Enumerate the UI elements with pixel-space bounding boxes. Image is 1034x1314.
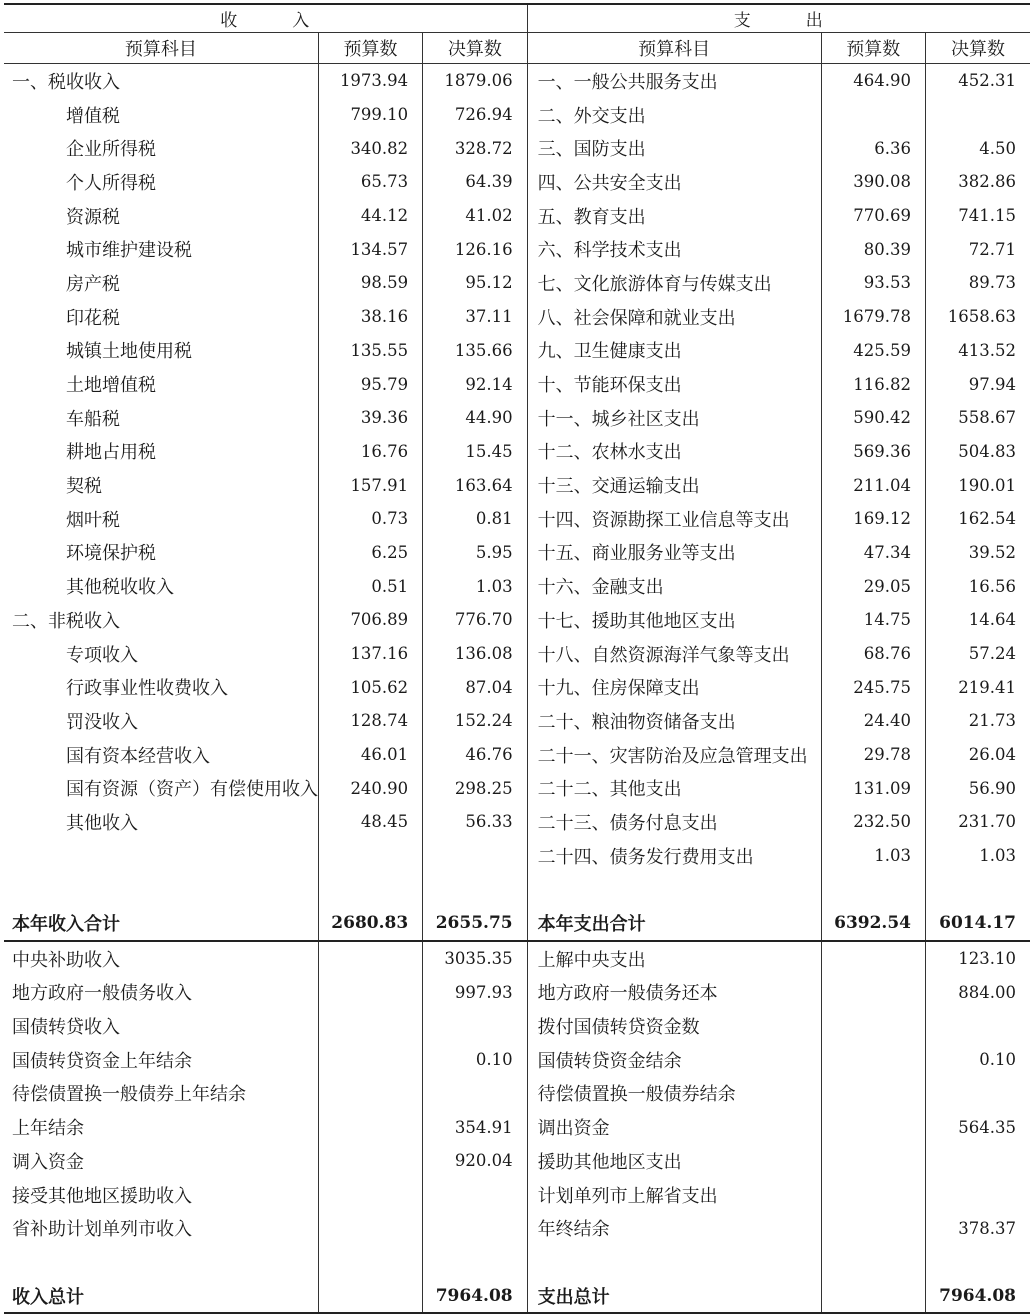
expense-subject-cell: 一、一般公共服务支出 bbox=[527, 64, 821, 98]
income-subject-cell: 烟叶税 bbox=[66, 509, 120, 531]
expense-subject-cell: 二、外交支出 bbox=[527, 98, 821, 132]
table-row bbox=[4, 670, 1030, 704]
expense-final-cell bbox=[926, 1009, 1031, 1043]
expense-item-cell: 地方政府一般债务还本 bbox=[527, 976, 821, 1010]
expense-budget-cell: 590.42 bbox=[821, 401, 925, 435]
income-final-cell: 0.10 bbox=[423, 1043, 527, 1077]
income-subject-cell: 一、税收收入 bbox=[12, 71, 120, 93]
table-row bbox=[4, 131, 1030, 165]
income-budget-cell: 128.74 bbox=[318, 704, 422, 738]
income-year-total-budget: 2680.83 bbox=[318, 906, 422, 941]
expense-budget-cell: 425.59 bbox=[821, 334, 925, 368]
table-row bbox=[4, 1043, 1030, 1077]
expense-final-cell: 57.24 bbox=[926, 637, 1031, 671]
income-subject-cell: 企业所得税 bbox=[66, 139, 156, 161]
table-row bbox=[4, 1009, 1030, 1043]
expense-budget-cell bbox=[821, 1077, 925, 1111]
spacer-row bbox=[4, 873, 1030, 907]
spacer-row bbox=[4, 1245, 1030, 1279]
expense-item-cell: 国债转贷资金结余 bbox=[527, 1043, 821, 1077]
income-item-cell: 国债转贷收入 bbox=[12, 1017, 120, 1039]
income-final-cell bbox=[423, 1009, 527, 1043]
expense-grand-total-label: 支出总计 bbox=[527, 1279, 821, 1314]
income-subject-cell: 其他税收收入 bbox=[66, 577, 174, 599]
income-final-cell: 41.02 bbox=[423, 199, 527, 233]
expense-subject-cell: 二十一、灾害防治及应急管理支出 bbox=[527, 738, 821, 772]
expense-budget-cell: 1.03 bbox=[821, 839, 925, 873]
expense-item-cell: 计划单列市上解省支出 bbox=[527, 1178, 821, 1212]
year-total-section bbox=[4, 873, 1030, 941]
income-budget-cell bbox=[318, 1144, 422, 1178]
income-subject-cell: 土地增值税 bbox=[66, 375, 156, 397]
expense-item-cell: 年终结余 bbox=[527, 1211, 821, 1245]
expense-final-cell: 16.56 bbox=[926, 569, 1031, 603]
income-final-cell bbox=[423, 1178, 527, 1212]
income-budget-cell bbox=[318, 1009, 422, 1043]
table-row bbox=[4, 266, 1030, 300]
table-row bbox=[4, 165, 1030, 199]
expense-budget-cell bbox=[821, 976, 925, 1010]
income-section-title: 收 入 bbox=[4, 4, 527, 33]
table-row bbox=[4, 976, 1030, 1010]
table-row bbox=[4, 839, 1030, 873]
income-budget-cell: 44.12 bbox=[318, 199, 422, 233]
income-budget-cell: 135.55 bbox=[318, 334, 422, 368]
income-budget-cell: 0.51 bbox=[318, 569, 422, 603]
expense-final-cell: 504.83 bbox=[926, 435, 1031, 469]
income-subject-cell: 耕地占用税 bbox=[66, 442, 156, 464]
income-budget-cell: 16.76 bbox=[318, 435, 422, 469]
income-final-cell: 5.95 bbox=[423, 536, 527, 570]
expense-subject-cell: 十一、城乡社区支出 bbox=[527, 401, 821, 435]
expense-budget-cell: 80.39 bbox=[821, 232, 925, 266]
expense-final-header: 决算数 bbox=[926, 33, 1031, 64]
expense-subject-cell: 二十四、债务发行费用支出 bbox=[527, 839, 821, 873]
expense-final-cell: 162.54 bbox=[926, 502, 1031, 536]
expense-final-cell: 382.86 bbox=[926, 165, 1031, 199]
income-final-cell: 1879.06 bbox=[423, 64, 527, 98]
expense-final-cell: 413.52 bbox=[926, 334, 1031, 368]
expense-final-cell: 26.04 bbox=[926, 738, 1031, 772]
income-budget-cell bbox=[318, 1211, 422, 1245]
income-subject-cell: 契税 bbox=[66, 476, 102, 498]
income-budget-cell bbox=[318, 1110, 422, 1144]
income-budget-cell: 95.79 bbox=[318, 367, 422, 401]
income-subject-cell: 增值税 bbox=[66, 105, 120, 127]
income-final-cell: 15.45 bbox=[423, 435, 527, 469]
income-budget-cell: 157.91 bbox=[318, 468, 422, 502]
expense-year-total-final: 6014.17 bbox=[926, 906, 1031, 941]
income-final-cell: 920.04 bbox=[423, 1144, 527, 1178]
table-row bbox=[4, 367, 1030, 401]
expense-budget-header: 预算数 bbox=[821, 33, 925, 64]
expense-budget-cell: 464.90 bbox=[821, 64, 925, 98]
income-final-cell: 92.14 bbox=[423, 367, 527, 401]
expense-final-cell: 97.94 bbox=[926, 367, 1031, 401]
expense-final-cell: 39.52 bbox=[926, 536, 1031, 570]
income-subject-cell: 车船税 bbox=[66, 408, 120, 430]
main-rows bbox=[4, 64, 1030, 873]
income-subject-cell: 国有资本经营收入 bbox=[66, 745, 210, 767]
expense-subject-cell: 二十三、债务付息支出 bbox=[527, 805, 821, 839]
expense-subject-cell: 十八、自然资源海洋气象等支出 bbox=[527, 637, 821, 671]
expense-subject-cell: 十六、金融支出 bbox=[527, 569, 821, 603]
income-final-cell bbox=[423, 839, 527, 873]
expense-final-cell: 72.71 bbox=[926, 232, 1031, 266]
expense-budget-cell: 6.36 bbox=[821, 131, 925, 165]
income-year-total-label: 本年收入合计 bbox=[4, 906, 318, 941]
table-row bbox=[4, 1144, 1030, 1178]
expense-final-cell: 219.41 bbox=[926, 670, 1031, 704]
expense-subject-cell: 十四、资源勘探工业信息等支出 bbox=[527, 502, 821, 536]
income-final-cell: 298.25 bbox=[423, 771, 527, 805]
income-budget-cell: 799.10 bbox=[318, 98, 422, 132]
income-final-cell: 64.39 bbox=[423, 165, 527, 199]
table-row bbox=[4, 199, 1030, 233]
table-row bbox=[4, 300, 1030, 334]
expense-budget-cell: 211.04 bbox=[821, 468, 925, 502]
expense-subject-cell: 五、教育支出 bbox=[527, 199, 821, 233]
income-budget-cell: 706.89 bbox=[318, 603, 422, 637]
table-row bbox=[4, 536, 1030, 570]
income-subject-cell: 城市维护建设税 bbox=[66, 240, 192, 262]
table-row bbox=[4, 738, 1030, 772]
grand-total-section bbox=[4, 1245, 1030, 1313]
expense-final-cell: 4.50 bbox=[926, 131, 1031, 165]
expense-final-cell: 564.35 bbox=[926, 1110, 1031, 1144]
expense-final-cell bbox=[926, 1077, 1031, 1111]
table-row bbox=[4, 1178, 1030, 1212]
expense-section-title: 支 出 bbox=[527, 4, 1030, 33]
income-final-cell: 135.66 bbox=[423, 334, 527, 368]
income-budget-cell: 137.16 bbox=[318, 637, 422, 671]
income-final-cell: 95.12 bbox=[423, 266, 527, 300]
expense-budget-cell: 245.75 bbox=[821, 670, 925, 704]
table-row bbox=[4, 1077, 1030, 1111]
expense-budget-cell: 14.75 bbox=[821, 603, 925, 637]
table-row bbox=[4, 771, 1030, 805]
expense-budget-cell bbox=[821, 1144, 925, 1178]
expense-budget-cell: 68.76 bbox=[821, 637, 925, 671]
income-item-cell: 调入资金 bbox=[12, 1151, 84, 1173]
income-budget-cell: 6.25 bbox=[318, 536, 422, 570]
table-row bbox=[4, 1110, 1030, 1144]
table-row bbox=[4, 805, 1030, 839]
income-final-cell: 87.04 bbox=[423, 670, 527, 704]
income-budget-cell: 48.45 bbox=[318, 805, 422, 839]
income-subject-cell: 行政事业性收费收入 bbox=[66, 678, 228, 700]
expense-budget-cell: 116.82 bbox=[821, 367, 925, 401]
expense-final-cell: 89.73 bbox=[926, 266, 1031, 300]
income-item-cell: 中央补助收入 bbox=[12, 949, 120, 971]
income-item-cell: 上年结余 bbox=[12, 1118, 84, 1140]
expense-final-cell: 231.70 bbox=[926, 805, 1031, 839]
income-final-cell: 997.93 bbox=[423, 976, 527, 1010]
expense-budget-cell: 770.69 bbox=[821, 199, 925, 233]
section-header-row bbox=[4, 4, 1030, 33]
income-final-cell: 3035.35 bbox=[423, 941, 527, 976]
income-budget-cell bbox=[318, 1178, 422, 1212]
table-row bbox=[4, 502, 1030, 536]
expense-item-cell: 上解中央支出 bbox=[527, 941, 821, 976]
income-subject-cell: 其他收入 bbox=[66, 812, 138, 834]
expense-final-cell: 1658.63 bbox=[926, 300, 1031, 334]
expense-subject-cell: 四、公共安全支出 bbox=[527, 165, 821, 199]
income-budget-cell: 0.73 bbox=[318, 502, 422, 536]
income-budget-cell: 240.90 bbox=[318, 771, 422, 805]
income-budget-cell: 65.73 bbox=[318, 165, 422, 199]
income-final-cell bbox=[423, 1077, 527, 1111]
income-final-cell: 776.70 bbox=[423, 603, 527, 637]
income-subject-cell: 国有资源（资产）有偿使用收入 bbox=[66, 779, 318, 801]
expense-budget-cell: 1679.78 bbox=[821, 300, 925, 334]
expense-final-cell bbox=[926, 98, 1031, 132]
expense-subject-cell: 十九、住房保障支出 bbox=[527, 670, 821, 704]
income-budget-cell: 98.59 bbox=[318, 266, 422, 300]
expense-grand-total-final: 7964.08 bbox=[926, 1279, 1031, 1314]
income-budget-cell: 134.57 bbox=[318, 232, 422, 266]
expense-budget-cell: 24.40 bbox=[821, 704, 925, 738]
expense-budget-cell: 169.12 bbox=[821, 502, 925, 536]
income-subject-cell: 环境保护税 bbox=[66, 543, 156, 565]
expense-budget-cell: 569.36 bbox=[821, 435, 925, 469]
table-row bbox=[4, 232, 1030, 266]
income-final-cell bbox=[423, 1211, 527, 1245]
income-year-total-final: 2655.75 bbox=[423, 906, 527, 941]
income-budget-cell: 39.36 bbox=[318, 401, 422, 435]
year-total-row bbox=[4, 906, 1030, 941]
income-subject-header: 预算科目 bbox=[4, 33, 318, 64]
expense-budget-cell: 93.53 bbox=[821, 266, 925, 300]
income-final-cell: 37.11 bbox=[423, 300, 527, 334]
expense-subject-cell: 九、卫生健康支出 bbox=[527, 334, 821, 368]
expense-budget-cell bbox=[821, 1211, 925, 1245]
expense-subject-cell: 十、节能环保支出 bbox=[527, 367, 821, 401]
expense-subject-cell: 八、社会保障和就业支出 bbox=[527, 300, 821, 334]
income-item-cell: 地方政府一般债务收入 bbox=[12, 983, 192, 1005]
income-subject-cell: 资源税 bbox=[66, 206, 120, 228]
income-final-cell: 44.90 bbox=[423, 401, 527, 435]
income-budget-cell: 105.62 bbox=[318, 670, 422, 704]
expense-budget-cell: 232.50 bbox=[821, 805, 925, 839]
expense-item-cell: 拨付国债转贷资金数 bbox=[527, 1009, 821, 1043]
expense-budget-cell: 131.09 bbox=[821, 771, 925, 805]
expense-budget-cell: 29.05 bbox=[821, 569, 925, 603]
table-row bbox=[4, 468, 1030, 502]
income-budget-cell bbox=[318, 839, 422, 873]
income-final-cell: 163.64 bbox=[423, 468, 527, 502]
table-row bbox=[4, 704, 1030, 738]
income-subject-cell: 专项收入 bbox=[66, 644, 138, 666]
expense-subject-cell: 十三、交通运输支出 bbox=[527, 468, 821, 502]
budget-final-accounts-table bbox=[4, 3, 1030, 1314]
income-grand-total-final: 7964.08 bbox=[423, 1279, 527, 1314]
expense-item-cell: 援助其他地区支出 bbox=[527, 1144, 821, 1178]
income-final-cell: 126.16 bbox=[423, 232, 527, 266]
expense-final-cell: 14.64 bbox=[926, 603, 1031, 637]
grand-total-row bbox=[4, 1279, 1030, 1314]
income-final-cell: 0.81 bbox=[423, 502, 527, 536]
income-item-cell: 接受其他地区援助收入 bbox=[12, 1185, 192, 1207]
table-row bbox=[4, 64, 1030, 98]
income-subject-cell: 罚没收入 bbox=[66, 711, 138, 733]
income-final-cell: 56.33 bbox=[423, 805, 527, 839]
income-budget-cell bbox=[318, 976, 422, 1010]
expense-subject-cell: 十二、农林水支出 bbox=[527, 435, 821, 469]
expense-subject-cell: 十五、商业服务业等支出 bbox=[527, 536, 821, 570]
table-row bbox=[4, 1211, 1030, 1245]
expense-final-cell bbox=[926, 1144, 1031, 1178]
income-item-cell: 国债转贷资金上年结余 bbox=[12, 1050, 192, 1072]
expense-budget-cell: 47.34 bbox=[821, 536, 925, 570]
expense-final-cell: 741.15 bbox=[926, 199, 1031, 233]
income-grand-total-budget bbox=[318, 1279, 422, 1314]
expense-subject-cell: 三、国防支出 bbox=[527, 131, 821, 165]
expense-final-cell: 452.31 bbox=[926, 64, 1031, 98]
expense-final-cell: 21.73 bbox=[926, 704, 1031, 738]
expense-final-cell: 190.01 bbox=[926, 468, 1031, 502]
income-budget-cell bbox=[318, 1077, 422, 1111]
income-final-cell: 136.08 bbox=[423, 637, 527, 671]
income-budget-cell: 38.16 bbox=[318, 300, 422, 334]
expense-final-cell bbox=[926, 1178, 1031, 1212]
column-header-row bbox=[4, 33, 1030, 64]
income-final-cell: 328.72 bbox=[423, 131, 527, 165]
income-item-cell: 省补助计划单列市收入 bbox=[12, 1219, 192, 1241]
expense-final-cell: 1.03 bbox=[926, 839, 1031, 873]
income-final-cell: 46.76 bbox=[423, 738, 527, 772]
income-subject-cell: 个人所得税 bbox=[66, 172, 156, 194]
income-budget-cell: 1973.94 bbox=[318, 64, 422, 98]
expense-budget-cell bbox=[821, 1110, 925, 1144]
income-grand-total-label: 收入总计 bbox=[12, 1286, 84, 1308]
expense-subject-cell: 二十、粮油物资储备支出 bbox=[527, 704, 821, 738]
income-item-cell: 待偿债置换一般债券上年结余 bbox=[12, 1084, 246, 1106]
expense-final-cell: 123.10 bbox=[926, 941, 1031, 976]
income-final-cell: 354.91 bbox=[423, 1110, 527, 1144]
expense-grand-total-budget bbox=[821, 1279, 925, 1314]
expense-budget-cell: 390.08 bbox=[821, 165, 925, 199]
table-row bbox=[4, 98, 1030, 132]
income-subject-cell: 二、非税收入 bbox=[12, 610, 120, 632]
expense-final-cell: 56.90 bbox=[926, 771, 1031, 805]
expense-budget-cell: 29.78 bbox=[821, 738, 925, 772]
expense-year-total-label: 本年支出合计 bbox=[527, 906, 821, 941]
expense-subject-cell: 二十二、其他支出 bbox=[527, 771, 821, 805]
table-row bbox=[4, 401, 1030, 435]
income-budget-cell: 340.82 bbox=[318, 131, 422, 165]
table-row bbox=[4, 435, 1030, 469]
expense-budget-cell bbox=[821, 1009, 925, 1043]
transfer-rows bbox=[4, 941, 1030, 1245]
income-subject-cell: 印花税 bbox=[66, 307, 120, 329]
expense-subject-cell: 六、科学技术支出 bbox=[527, 232, 821, 266]
expense-item-cell: 调出资金 bbox=[527, 1110, 821, 1144]
table-row bbox=[4, 334, 1030, 368]
expense-budget-cell bbox=[821, 941, 925, 976]
income-final-cell: 726.94 bbox=[423, 98, 527, 132]
income-subject-cell bbox=[4, 839, 318, 873]
expense-budget-cell bbox=[821, 1178, 925, 1212]
table-row bbox=[4, 603, 1030, 637]
expense-year-total-budget: 6392.54 bbox=[821, 906, 925, 941]
table-row bbox=[4, 941, 1030, 976]
expense-subject-cell: 七、文化旅游体育与传媒支出 bbox=[527, 266, 821, 300]
table-row bbox=[4, 637, 1030, 671]
income-final-header: 决算数 bbox=[423, 33, 527, 64]
expense-budget-cell bbox=[821, 98, 925, 132]
expense-final-cell: 0.10 bbox=[926, 1043, 1031, 1077]
income-budget-cell: 46.01 bbox=[318, 738, 422, 772]
income-final-cell: 152.24 bbox=[423, 704, 527, 738]
expense-item-cell: 待偿债置换一般债券结余 bbox=[527, 1077, 821, 1111]
income-budget-cell bbox=[318, 1043, 422, 1077]
expense-subject-header: 预算科目 bbox=[527, 33, 821, 64]
expense-final-cell: 378.37 bbox=[926, 1211, 1031, 1245]
income-budget-cell bbox=[318, 941, 422, 976]
expense-final-cell: 558.67 bbox=[926, 401, 1031, 435]
expense-subject-cell: 十七、援助其他地区支出 bbox=[527, 603, 821, 637]
income-subject-cell: 城镇土地使用税 bbox=[66, 341, 192, 363]
expense-budget-cell bbox=[821, 1043, 925, 1077]
income-subject-cell: 房产税 bbox=[66, 273, 120, 295]
income-budget-header: 预算数 bbox=[318, 33, 422, 64]
expense-final-cell: 884.00 bbox=[926, 976, 1031, 1010]
table-row bbox=[4, 569, 1030, 603]
income-final-cell: 1.03 bbox=[423, 569, 527, 603]
